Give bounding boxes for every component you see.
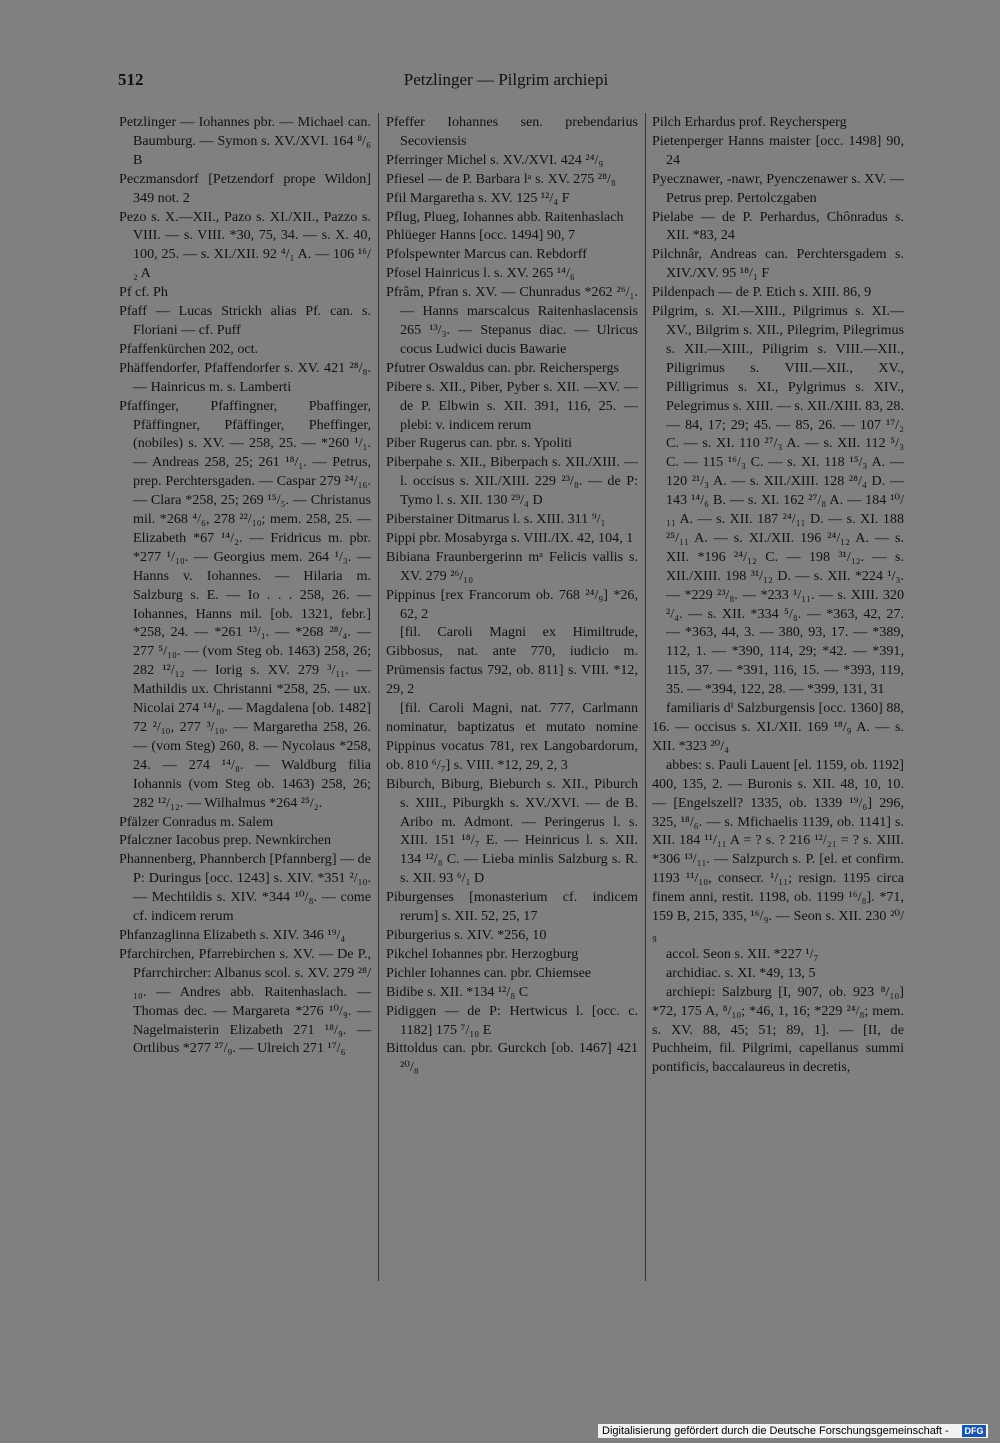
index-entry: Pietenperger Hanns maister [occ. 1498] 90, 24 [652, 132, 904, 168]
index-entry: Pfolspewnter Marcus can. Rebdorff [386, 246, 587, 263]
index-entry: Pf cf. Ph [119, 284, 168, 301]
index-entry: Phannenberg, Phannberch [Pfannberg] — de P: Duringus [occ. 1243] s. XIV. *351 ²/₁₀. — Mechtildis s. XIV. *344 ¹⁰/₈. — come cf. indicem rerum [119, 851, 371, 925]
index-entry: familiaris dⁱ Salzburgensis [occ. 1360] 88, 16. — occisus s. XI./XII. 169 ¹⁸/₉ A. — s. XII. *323 ²⁰/₄ [652, 700, 904, 754]
index-entry: Pidiggen — de P: Hertwicus l. [occ. c. 1182] 175 ⁷/₁₀ E [386, 1002, 638, 1038]
index-entry: Pildenpach — de P. Etich s. XIII. 86, 9 [652, 284, 872, 301]
index-entry: Pfeffer Iohannes sen. prebendarius Secoviensis [386, 114, 638, 149]
index-entry: Pfaffinger, Pfaffingner, Pbaffinger, Pfäffingner, Pfäffinger, Pheffinger, (nobiles) s. XV. — 258, 25. — *260 ¹/₁. — Andreas 258, 25; 261 ¹⁸/₁. — Petrus, prep. Perchtersgaden. — Caspar 279 ²⁴/₁₆. — Clara *258, 25; 269 ¹⁵/₅. — Christanus mil. *268 ⁴/₆, 278 ²²/₁₀; mem. 258, 25. — Elizabeth *67 ¹⁴/₂. — Fridricus m. pbr. *277 ¹/₁₀. — Georgius mem. 264 ¹/₃. — Hanns v. Iohannes. — Hilaria m. Salzburg s. E. — Io . . . 258, 26. — Iohannes, Hanns mil. [ob. 1321, febr.] *258, 24. — *261 ¹³/₁. — *268 ²⁸/₄. — 277 ⁵/₁₀. — (vom Steg ob. 1463) 258, 26; 282 ¹²/₁₂ — Iorig s. XV. 279 ³/₁₁. — Mathildis ux. Christanni *258, 25. — ux. Nicolai 274 ¹⁴/₈. — Magdalena [ob. 1482] 72 ²/₁₀, 277 ³/₁₀. — Margaretha 258, 26. — (vom Steg) 260, 8. — Nycolaus *258, 24. — 274 ¹⁴/₈. — Waldburg filia Iohannis (vom Steg ob. 1463) 258, 26; 282 ¹²/₁₂. — Wilhalmus *264 ²⁵/₂. [119, 397, 371, 811]
index-entry: Pferringer Michel s. XV./XVI. 424 ²⁴/₉ [386, 151, 604, 168]
index-entry: Piburgenses [monasterium cf. indicem rerum] s. XII. 52, 25, 17 [386, 889, 638, 925]
index-entry: Pippi pbr. Mosabyrga s. VIII./IX. 42, 104, 1 [386, 529, 634, 546]
index-entry: Piburgerius s. XIV. *256, 10 [386, 926, 547, 943]
digitization-credit-bar [598, 1424, 988, 1438]
index-column-2 [386, 113, 638, 1077]
index-entry: Pezo s. X.—XII., Pazo s. XI./XII., Pazzo s. VIII. — s. VIII. *30, 75, 34. — s. X. 40, 100, 25. — s. XI./XII. 92 ⁴/₁ A. — 106 ¹⁶/₂ A [119, 208, 371, 282]
index-entry: Piberpahe s. XII., Biberpach s. XII./XIII. — l. occisus s. XII./XIII. 229 ²³/₈. — de P: Tymo l. s. XII. 130 ²⁹/₄ D [386, 454, 638, 509]
page-header [118, 70, 894, 94]
index-entry: Pichler Iohannes can. pbr. Chiemsee [386, 964, 592, 981]
dfg-logo: DFG [962, 1425, 986, 1437]
index-entry: Piber Rugerus can. pbr. s. Ypoliti [386, 435, 573, 452]
index-entry: Biburch, Biburg, Bieburch s. XII., Piburch s. XIII., Piburgkh s. XV./XVI. — de B. Aribo m. Admont. — Peringerus l. s. XIII. 151 ¹⁸/₇ E. — Heinricus l. s. XII. 134 ¹²/₈ C. — Lieba minlis Salzburg s. R. s. XII. 93 ⁶/₁ D [386, 775, 638, 887]
index-entry: Pfil Margaretha s. XV. 125 ¹²/₄ F [386, 189, 570, 206]
index-entry: Pielabe — de P. Perhardus, Chônradus s. XII. *83, 24 [652, 208, 904, 244]
index-entry: archidiac. s. XI. *49, 13, 5 [666, 964, 816, 981]
index-entry: Phfanzaglinna Elizabeth s. XIV. 346 ¹⁹/₄ [119, 926, 346, 943]
index-entry: [fil. Caroli Magni, nat. 777, Carlmann nominatur, baptizatus et mutato nomine Pippinus vocatus 781, rex Langobardorum, ob. 810 ⁶/₇] s. VIII. *12, 29, 2, 3 [386, 700, 638, 773]
column-divider [378, 113, 379, 1281]
index-entry: Pippinus [rex Francorum ob. 768 ²⁴/₉] *26, 62, 2 [386, 586, 638, 622]
index-entry: Pyecznawer, -nawr, Pyenczenawer s. XV. — Petrus prep. Pertolczgaben [652, 170, 904, 206]
index-entry: accol. Seon s. XII. *227 ¹/₇ [666, 945, 819, 962]
index-entry: Piberstainer Ditmarus l. s. XIII. 311 ⁹/₁ [386, 511, 606, 528]
index-entry: Pfrâm, Pfran s. XV. — Chunradus *262 ²⁶/₁. — Hanns marscalcus Raitenhaslacensis 265 ¹³/₃. — Stepanus diac. — Ulricus cocus Ludwici ducis Bawarie [386, 284, 638, 357]
index-entry: Pfaffenkürchen 202, oct. [119, 340, 259, 357]
index-column-3 [652, 113, 904, 1077]
index-entry: Pfarchirchen, Pfarrebirchen s. XV. — De P., Pfarrchircher: Albanus scol. s. XV. 279 ²⁸/₁₀. — Andres abb. Raitenhaslach. — Thomas dec. — Margareta *276 ¹⁰/₉. — Nagelmaisterin Elizabeth 271 ¹⁸/₉. — Ortlibus *277 ²⁷/₉. — Ulreich 271 ¹⁷/₆ [119, 945, 371, 1057]
index-entry: Bittoldus can. pbr. Gurckch [ob. 1467] 421 ²⁰/₈ [386, 1040, 638, 1076]
column-divider [645, 113, 646, 1281]
index-entry: Phäffendorfer, Pfaffendorfer s. XV. 421 ²⁸/₈. — Hainricus m. s. Lamberti [119, 359, 371, 395]
index-entry: abbes: s. Pauli Lauent [el. 1159, ob. 1192] 400, 135, 2. — Buronis s. XII. 48, 10, 10. — [Engelszell? 1335, ob. 1339 ¹⁹/₆] 296, 325, ¹⁸/₆. — s. Mfichaelis 1139, ob. 1141] s. XII. 184 ¹¹/₁₁ A = ? s. ? 216 ¹²/₂₁ = ? s. XIII. *306 ¹³/₁₁. — Salzpurch s. P. [el. et confirm. 1193 ¹¹/₁₀, consecr. ¹/₁₁; resign. 1195 circa finem anni, restit. 1198, ob. 1199 ¹⁶/₈]. *71, 159 B, 215, 335, ¹⁶/₉. — Seon s. XII. 230 ²⁰/₉ [652, 756, 904, 943]
digitization-credit-text: Digitalisierung gefördert durch die Deutsche Forschungsgemeinschaft - [602, 1425, 949, 1437]
index-entry: Pfiesel — de P. Barbara lᵃ s. XV. 275 ²⁸/₈ [386, 170, 616, 187]
index-entry: [fil. Caroli Magni ex Himiltrude, Gibbosus, nat. ante 770, iudicio m. Prümensis factus 792, ob. 811] s. VIII. *12, 29, 2 [386, 624, 638, 698]
index-entry: Peczmansdorf [Petzendorf prope Wildon] 349 not. 2 [119, 170, 371, 206]
index-entry: Pfalczner Iacobus prep. Newnkirchen [119, 832, 332, 849]
running-title: Petzlinger — Pilgrim archiepi [403, 70, 609, 89]
index-entry: Bidibe s. XII. *134 ¹²/₈ C [386, 983, 529, 1000]
index-entry: Phlüeger Hanns [occ. 1494] 90, 7 [386, 227, 576, 244]
index-entry: Pilch Erhardus prof. Reychersperg [652, 114, 847, 130]
index-entry: Pfaff — Lucas Strickh alias Pf. can. s. Floriani — cf. Puff [119, 303, 371, 338]
index-column-1 [119, 113, 371, 1058]
index-entry: Pfälzer Conradus m. Salem [119, 813, 274, 830]
index-entry: Pilgrim, s. XI.—XIII., Pilgrimus s. XI.—XV., Bilgrim s. XII., Pilegrim, Pilegrimus s. XII.—XIII., Piligrim s. VIII.—XII., Piligrimus s. VIII.—XII., XV., Pilligrimus s. XI., Pylgrimus s. XIV., Pelegrimus s. XIII. — s. XII./XIII. 83, 28. — 84, 17; 29; 45. — 85, 26. — 107 ¹⁷/₂ C. — s. XI. 110 ²⁷/₃ A. — s. XII. 112 ⁵/₃ C. — 115 ¹⁶/₃ C. — s. XI. 118 ¹⁵/₃ A. — 120 ²¹/₃ A. — s. XII./XIII. 128 ²⁸/₄ D. — 143 ¹⁴/₆ B. — s. XI. 162 ²⁷/₈ A. — 184 ¹⁰/₁₁ A. — s. XII. 187 ²⁴/₁₁ D. — s. XI. 188 ²⁵/₁₁ A. — s. XI./XII. 196 ²⁴/₁₂ A. — s. XII. *196 ²⁴/₁₂ C. — 198 ³¹/₁₂. — s. XII./XIII. 198 ³¹/₁₂ D. — s. XII. *224 ¹/₃. — *229 ²³/₈. — *233 ¹/₁₁. — s. XIII. 320 ²/₄. — s. XII. *334 ⁵/₈. — *363, 42, 27. — *363, 44, 3. — 380, 93, 17. — *389, 112, 1. — *390, 114, 29; *42. — *391, 115, 37. — *391, 116, 15. — *393, 119, 35. — *394, 122, 28. — *399, 131, 31 [652, 303, 904, 698]
index-entry: Pfutrer Oswaldus can. pbr. Reicherspergs [386, 359, 620, 376]
index-entry: archiepi: Salzburg [I, 907, ob. 923 ⁸/₁₀] *72, 175 A, ⁸/₁₀; *46, 1, 16; *229 ²⁴/₈; mem. s. XV. 88, 45; 51; 89, 1]. — [II, de Puchheim, fil. Pilgrimi, capellanus summi pontificis, baccalaureus in decretis, [652, 983, 904, 1076]
index-entry: Pikchel Iohannes pbr. Herzogburg [386, 945, 579, 962]
page-number: 512 [118, 70, 144, 89]
index-entry: Pflug, Plueg, Iohannes abb. Raitenhaslach [386, 208, 624, 225]
index-entry: Petzlinger — Iohannes pbr. — Michael can. Baumburg. — Symon s. XV./XVI. 164 ⁸/₆ B [119, 114, 371, 168]
index-entry: Pibere s. XII., Piber, Pyber s. XII. —XV. — de P. Elbwin s. XII. 391, 116, 25. — plebi: v. indicem rerum [386, 378, 638, 433]
index-entry: Bibiana Fraunbergerinn mᵃ Felicis vallis s. XV. 279 ²⁶/₁₀ [386, 548, 638, 584]
index-entry: Pilchnâr, Andreas can. Perchtersgadem s. XIV./XV. 95 ¹⁸/₁ F [652, 246, 904, 282]
index-entry: Pfosel Hainricus l. s. XV. 265 ¹⁴/₆ [386, 265, 575, 282]
